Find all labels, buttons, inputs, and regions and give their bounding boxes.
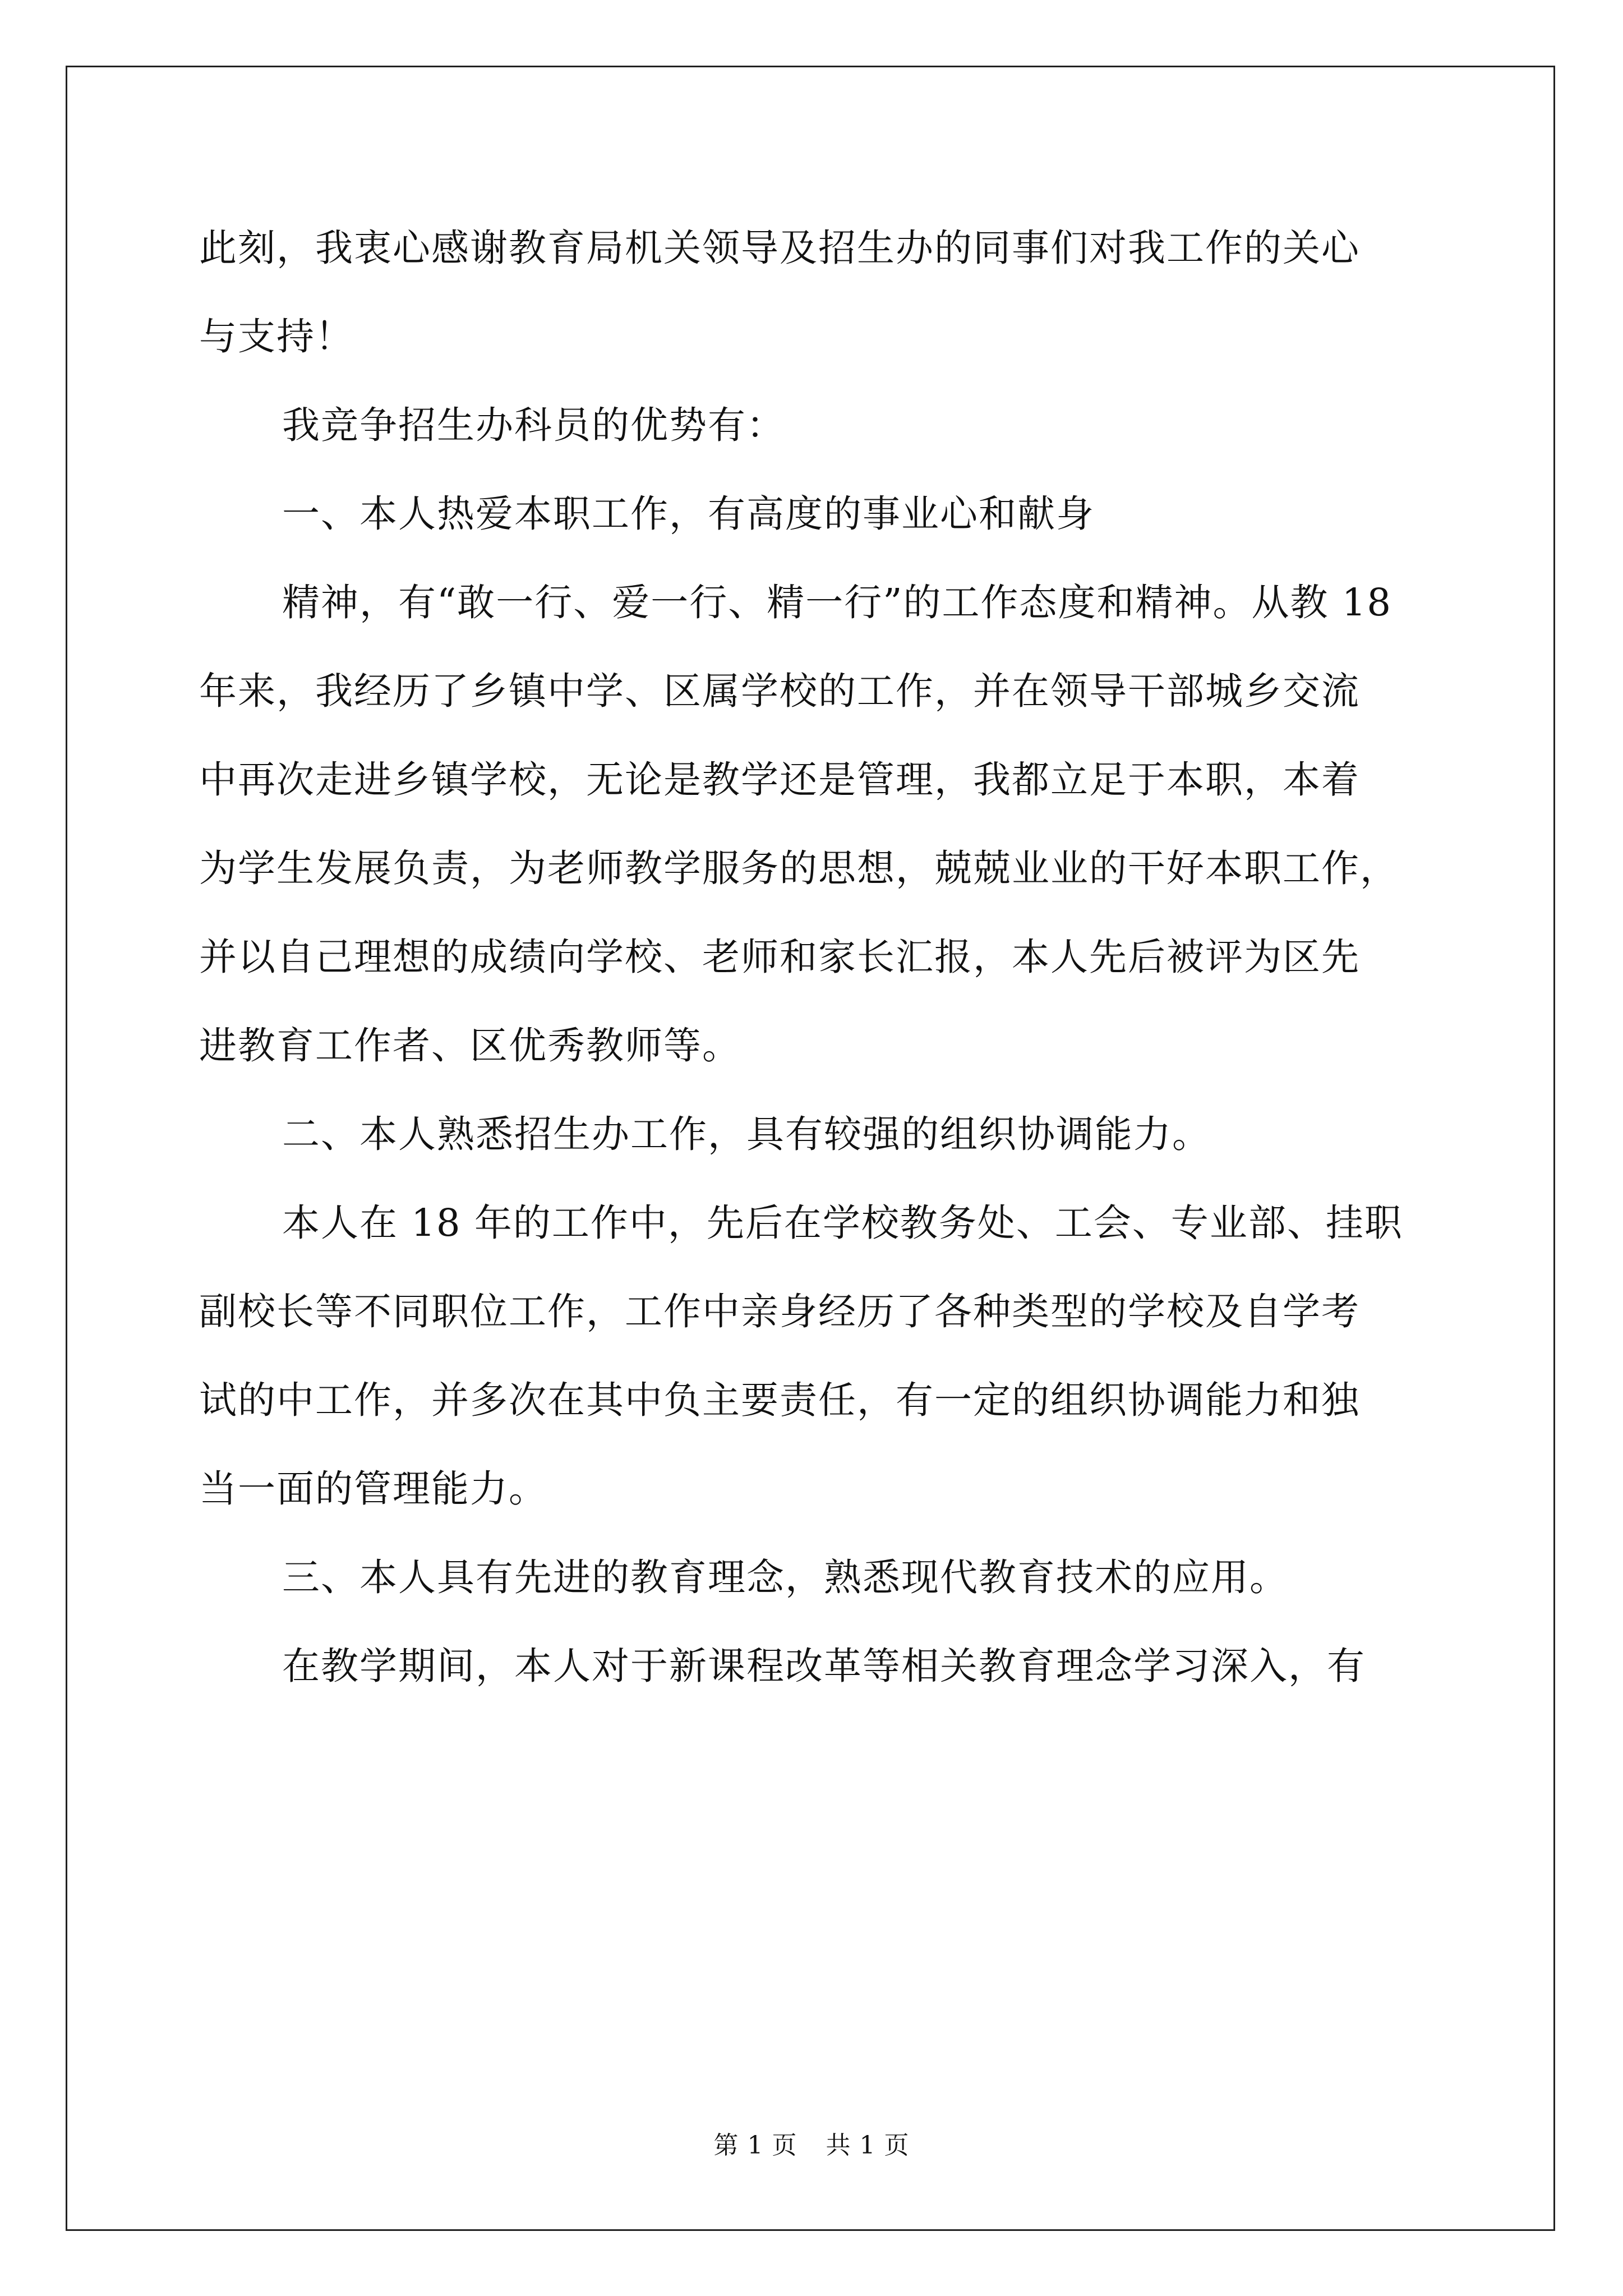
text-line: 此刻，我衷心感谢教育局机关领导及招生办的同事们对我工作的关心 <box>199 226 1360 270</box>
text-line: 进教育工作者、区优秀教师等。 <box>199 1024 741 1068</box>
text-line: 并以自己理想的成绩向学校、老师和家长汇报，本人先后被评为区先 <box>199 935 1360 979</box>
page-number-current: 第 1 页 <box>713 2131 797 2160</box>
text-line: 二、本人熟悉招生办工作，具有较强的组织协调能力。 <box>282 1112 1211 1156</box>
text-line: 我竞争招生办科员的优势有： <box>282 403 785 447</box>
text-line: 本人在 18 年的工作中，先后在学校教务处、工会、专业部、挂职 <box>282 1201 1403 1245</box>
text-line: 当一面的管理能力。 <box>199 1467 547 1511</box>
page-number-total: 共 1 页 <box>826 2131 910 2160</box>
text-line: 一、本人热爱本职工作，有高度的事业心和献身 <box>282 492 1095 536</box>
text-line: 三、本人具有先进的教育理念，熟悉现代教育技术的应用。 <box>282 1556 1288 1599</box>
text-line: 年来，我经历了乡镇中学、区属学校的工作，并在领导干部城乡交流 <box>199 669 1360 713</box>
text-line: 精神，有“敢一行、爱一行、精一行”的工作态度和精神。从教 18 <box>282 581 1393 624</box>
page-footer <box>0 2129 1623 2162</box>
text-line: 中再次走进乡镇学校，无论是教学还是管理，我都立足于本职，本着 <box>199 758 1360 802</box>
text-line: 在教学期间，本人对于新课程改革等相关教育理念学习深入，有 <box>282 1644 1366 1688</box>
text-line: 与支持！ <box>199 315 354 358</box>
text-line: 为学生发展负责，为老师教学服务的思想，兢兢业业的干好本职工作， <box>199 846 1399 890</box>
text-line: 试的中工作，并多次在其中负主要责任，有一定的组织协调能力和独 <box>199 1378 1360 1422</box>
text-line: 副校长等不同职位工作，工作中亲身经历了各种类型的学校及自学考 <box>199 1290 1360 1333</box>
